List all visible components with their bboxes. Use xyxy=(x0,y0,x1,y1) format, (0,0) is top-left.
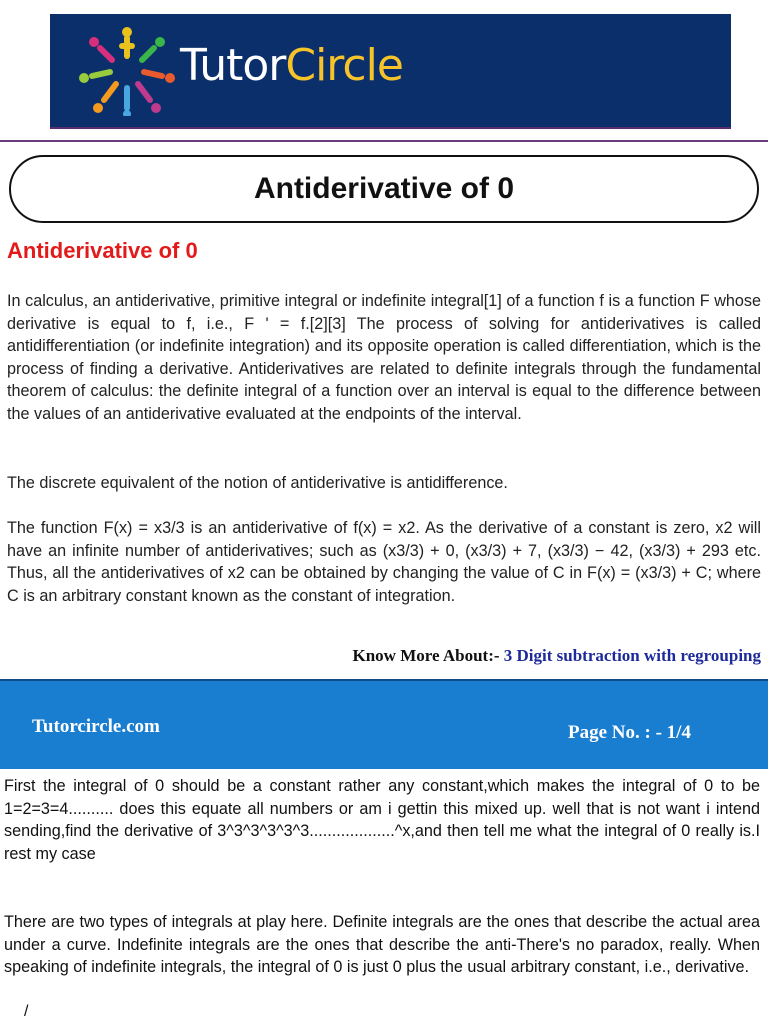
footer-band xyxy=(0,679,768,769)
site-name[interactable]: Tutorcircle.com xyxy=(32,716,160,737)
brand-circle: Circle xyxy=(285,40,403,91)
know-more xyxy=(353,646,762,666)
section-title: Antiderivative of 0 xyxy=(7,238,198,263)
paragraph-antidifference: The discrete equivalent of the notion of antiderivative is antidifference. xyxy=(7,474,508,492)
brand-tutor: Tutor xyxy=(180,40,286,91)
page-number: Page No. : - 1/4 xyxy=(568,722,691,743)
page-title: Antiderivative of 0 xyxy=(9,155,759,223)
comment-2: There are two types of integrals at play here. Definite integrals are the ones that describe the actual area under a curve. Indefinite integrals are the ones that describe the anti-There's no paradox, really. When speaking of indefinite integrals, the integral of 0 is just 0 plus the usual arbitrary constant, i.e., derivative. xyxy=(4,913,760,977)
know-more-link[interactable]: 3 Digit subtraction with regrouping xyxy=(503,646,761,665)
brand-name xyxy=(180,40,403,91)
trailing-mark: / xyxy=(24,1003,29,1020)
comment-1: First the integral of 0 should be a constant rather any constant,which makes the integral of 0 to be 1=2=3=4.......... does this equate all numbers or am i gettin this mixed up. well that is not want i intend sending,find the derivative of 3^3^3^3^3^3...................^x,and then tell me what the integral of 0 really is.I rest my case xyxy=(4,777,760,863)
paragraph-definition: In calculus, an antiderivative, primitive integral or indefinite integral[1] of a function f is a function F whose derivative is equal to f, i.e., F ' = f.[2][3] The process of solving for antiderivatives is called antidifferentiation (or indefinite integration) and its opposite operation is called differentiation, which is the process of finding a derivative. Antiderivatives are related to definite integrals through the fundamental theorem of calculus: the definite integral of a function over an interval is equal to the difference between the values of an antiderivative evaluated at the endpoints of the interval. xyxy=(7,292,761,423)
header-banner xyxy=(50,14,731,127)
divider xyxy=(0,140,768,142)
know-more-label: Know More About:- xyxy=(352,646,500,665)
paragraph-example: The function F(x) = x3/3 is an antiderivative of f(x) = x2. As the derivative of a constant is zero, x2 will have an infinite number of antiderivatives; such as (x3/3) + 0, (x3/3) + 7, (x3/3) − 42, (x3/3) + 293 etc. Thus, all the antiderivatives of x2 can be obtained by changing the value of C in F(x) = (x3/3) + C; where C is an arbitrary constant known as the constant of integration. xyxy=(7,519,761,605)
people-circle-logo-icon xyxy=(72,24,182,116)
